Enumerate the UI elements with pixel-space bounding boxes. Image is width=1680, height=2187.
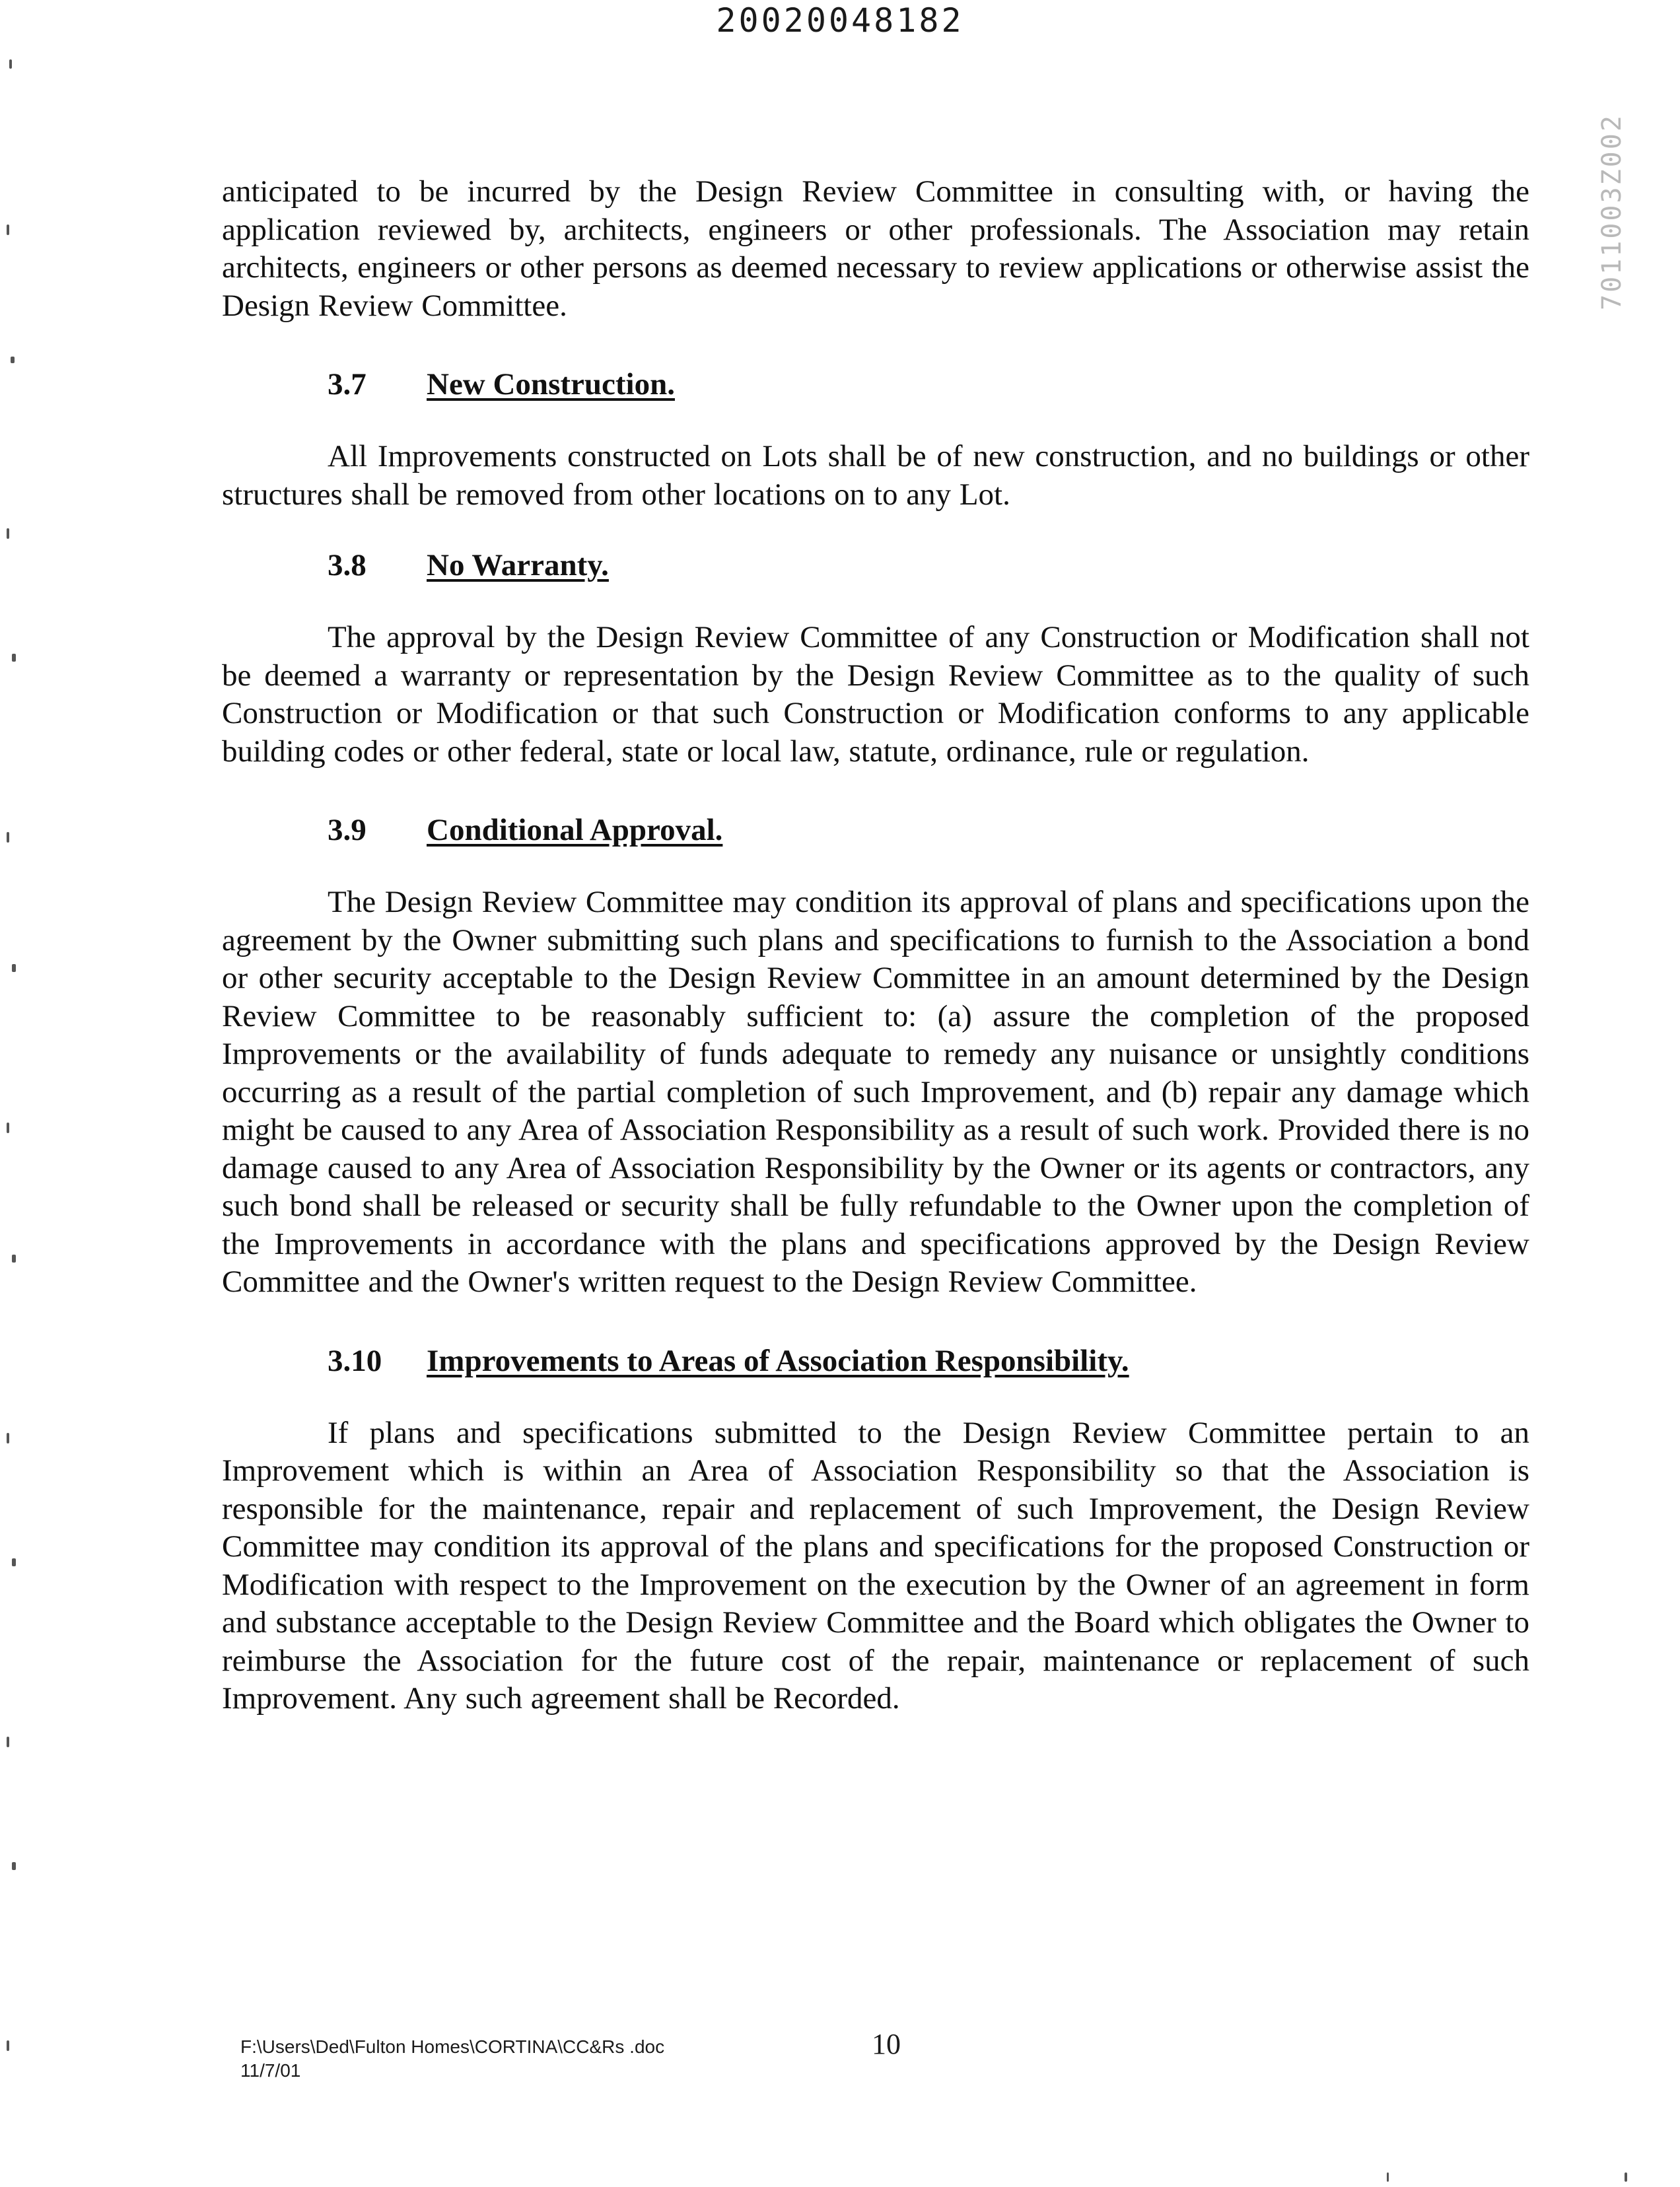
section-heading-3-7 [222, 366, 1529, 403]
section-title: Improvements to Areas of Association Responsibility. [427, 1343, 1129, 1378]
section-title: No Warranty. [427, 548, 609, 582]
footer-file-path: F:\Users\Ded\Fulton Homes\CORTINA\CC&Rs .doc [240, 2036, 665, 2057]
section-body-3-8: The approval by the Design Review Committee of any Construction or Modification shall not be deemed a warranty or representation by the Design Review Committee as to the quality of such Construction or Modification or that such Construction or Modification conforms to any applicable building codes or other federal, state or local law, statute, ordinance, rule or regulation. [222, 620, 1529, 769]
footer-date: 11/7/01 [240, 2060, 301, 2081]
margin-stamp: 7011003Z002 [1597, 114, 1627, 310]
section-number: 3.9 [328, 813, 367, 847]
document-number: 20020048182 [716, 1, 964, 40]
intro-paragraph: anticipated to be incurred by the Design Review Committee in consulting with, or having the application reviewed by, architects, engineers or other professionals. The Association may retain architects, engineers or other persons as deemed necessary to review applications or otherwise assist the Design Review Committee. [222, 174, 1529, 323]
section-title: New Construction. [427, 367, 675, 401]
section-heading-3-9 [222, 812, 1529, 849]
section-body-3-9: The Design Review Committee may condition its approval of plans and specifications upon the agreement by the Owner submitting such plans and specifications to furnish to the Association a bond or other security acceptable to the Design Review Committee in an amount determined by the Design Review Committee to be reasonably sufficient to: (a) assure the completion of the proposed Improvements or the availability of funds adequate to remedy any nuisance or unsightly conditions occurring as a result of the partial completion of such Improvement, and (b) repair any damage which might be caused to any Area of Association Responsibility as a result of such work. Provided there is no damage caused to any Area of Association Responsibility by the Owner or its agents or contractors, any such bond shall be released or security shall be fully refundable to the Owner upon the completion of the Improvements in accordance with the plans and specifications approved by the Design Review Committee and the Owner's written request to the Design Review Committee. [222, 885, 1529, 1299]
section-number: 3.7 [328, 367, 367, 401]
page-body [222, 173, 1529, 1718]
section-body-3-10: If plans and specifications submitted to the Design Review Committee pertain to an Improvement which is within an Area of Association Responsibility so that the Association is responsible for the maintenance, repair and replacement of such Improvement, the Design Review Committee may condition its approval of the plans and specifications for the proposed Construction or Modification with respect to the Improvement on the execution by the Owner of an agreement in form and substance acceptable to the Design Review Committee and the Board which obligates the Owner to reimburse the Association for the future cost of the repair, maintenance or replacement of such Improvement. Any such agreement shall be Recorded. [222, 1415, 1529, 1716]
section-number: 3.8 [328, 548, 367, 582]
section-number: 3.10 [328, 1343, 382, 1378]
section-title: Conditional Approval. [427, 813, 723, 847]
section-heading-3-8 [222, 547, 1529, 584]
page-number: 10 [872, 2028, 901, 2060]
section-body-3-7: All Improvements constructed on Lots shall be of new construction, and no buildings or other structures shall be removed from other locations on to any Lot. [222, 439, 1529, 512]
section-heading-3-10 [222, 1342, 1529, 1380]
footer-file-info [240, 2035, 664, 2083]
